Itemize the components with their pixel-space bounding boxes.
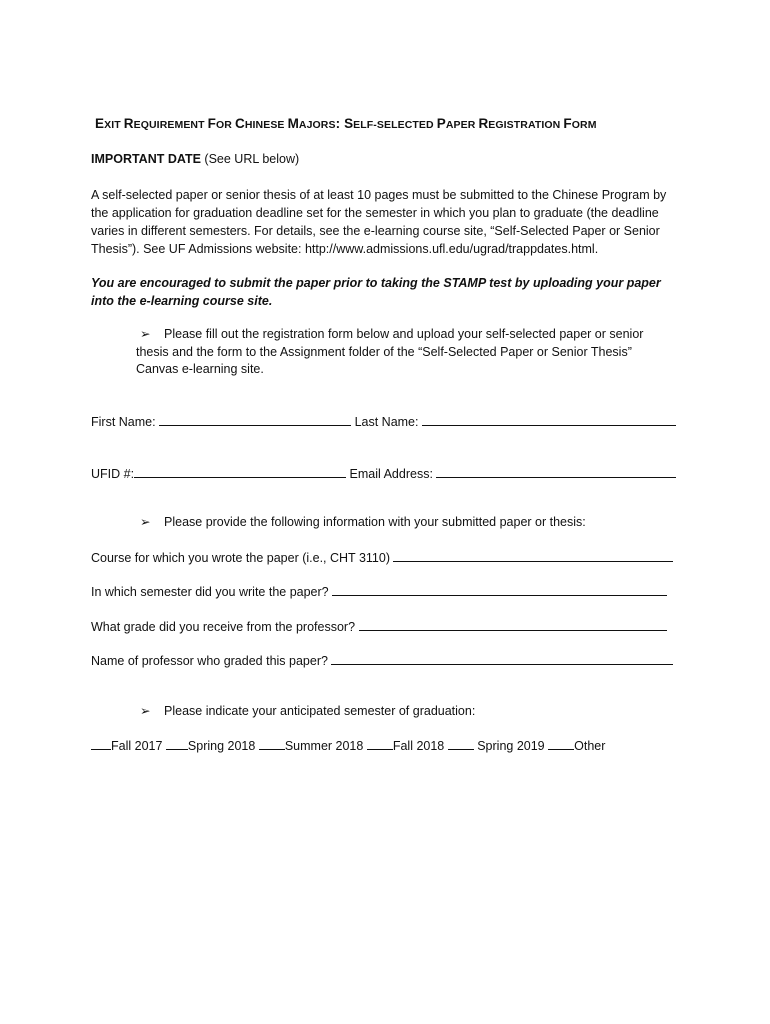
important-date-note: (See URL below) [200,152,300,166]
email-field[interactable] [436,465,676,478]
title-segment: APER [445,119,479,131]
title-segment: F [207,116,217,131]
option-fall-2018[interactable] [367,737,444,753]
option-blank[interactable] [367,737,393,750]
ufid-field[interactable] [134,465,346,478]
title-segment: ORM [571,119,597,131]
title-segment: P [436,116,446,131]
emphasis-line: You are encouraged to submit the paper prior to taking the STAMP test by uploading your paper [91,276,661,290]
title-segment: F [563,116,572,131]
paragraph-line: A self-selected paper or senior thesis of at least 10 pages must be submitted to the Chinese Program by [91,188,667,202]
info-instruction-bullet [136,514,586,529]
important-date-line [91,152,299,166]
graduation-semester-options [91,737,605,753]
last-name-field[interactable] [422,413,676,426]
title-segment: HINESE [244,119,288,131]
emphasis-line: into the e-learning course site. [91,294,273,308]
bullet-text: Please provide the following information with your submitted paper or thesis: [164,515,586,529]
title-segment: E [95,116,105,131]
paragraph-line: Thesis”). See UF Admissions website: http://www.admissions.ufl.edu/ugrad/trappdates.html. [91,242,599,256]
title-segment: AJORS [298,119,336,131]
upload-instruction-bullet [136,326,666,379]
grade-answer-field[interactable] [359,618,667,631]
bullet-text: Please indicate your anticipated semester of graduation: [164,704,476,718]
semester-question-label: In which semester did you write the paper? [91,585,329,599]
title-segment: ELF-SELECTED [353,119,437,131]
option-other[interactable] [548,737,605,753]
bullet-line: thesis and the form to the Assignment folder of the “Self-Selected Paper or Senior Thesis” [136,344,632,359]
title-segment: EGISTRATION [488,119,564,131]
requirement-paragraph [91,186,686,258]
option-summer-2018[interactable] [259,737,364,753]
grade-question-row [91,618,667,634]
last-name-label: Last Name: [354,415,419,429]
option-spring-2019[interactable] [448,737,545,753]
title-segment: XIT [104,119,124,131]
bullet-line: Canvas e-learning site. [136,362,264,376]
form-title [95,116,597,131]
course-answer-field[interactable] [393,549,673,562]
grade-question-label: What grade did you receive from the professor? [91,620,356,634]
title-segment: C [234,116,245,131]
arrow-bullet-icon: ➢ [140,704,151,718]
important-date-label: IMPORTANT DATE [91,152,201,166]
course-question-row [91,549,673,565]
semester-answer-field[interactable] [332,583,667,596]
name-row [91,413,676,429]
professor-question-label: Name of professor who graded this paper? [91,654,328,668]
title-segment: R [478,116,489,131]
option-blank[interactable] [91,737,111,750]
ufid-label: UFID #: [91,467,135,481]
option-fall-2017[interactable] [91,737,162,753]
option-label: Spring 2019 [473,739,545,753]
paragraph-line: the application for graduation deadline set for the semester in which you plan to graduate (the deadline [91,206,659,220]
option-label: Fall 2018 [392,739,445,753]
graduation-instruction-bullet [136,703,475,718]
title-segment: R [123,116,134,131]
paragraph-line: varies in different semesters. For details, see the e-learning course site, “Self-Selected Paper or Senior [91,224,660,238]
professor-answer-field[interactable] [331,652,673,665]
first-name-label: First Name: [91,415,156,429]
professor-question-row [91,652,673,668]
option-label: Spring 2018 [187,739,256,753]
option-blank[interactable] [548,737,574,750]
title-segment: EQUIREMENT [133,119,208,131]
bullet-line: Please fill out the registration form below and upload your self-selected paper or senior [164,327,644,341]
option-blank[interactable] [259,737,285,750]
title-segment: S [344,116,354,131]
option-label: Other [574,739,606,753]
title-segment: M [287,116,299,131]
first-name-field[interactable] [159,413,351,426]
option-blank[interactable] [448,737,474,750]
semester-question-row [91,583,667,599]
arrow-bullet-icon: ➢ [140,515,151,529]
option-spring-2018[interactable] [166,737,255,753]
option-blank[interactable] [166,737,188,750]
encouragement-note [91,274,686,310]
id-email-row [91,465,676,481]
option-label: Summer 2018 [284,739,364,753]
email-label: Email Address: [349,467,433,481]
course-question-label: Course for which you wrote the paper (i.e., CHT 3110) [91,551,390,565]
title-segment: OR [216,119,235,131]
title-segment: : [335,116,345,131]
option-label: Fall 2017 [111,739,163,753]
arrow-bullet-icon: ➢ [140,327,151,341]
